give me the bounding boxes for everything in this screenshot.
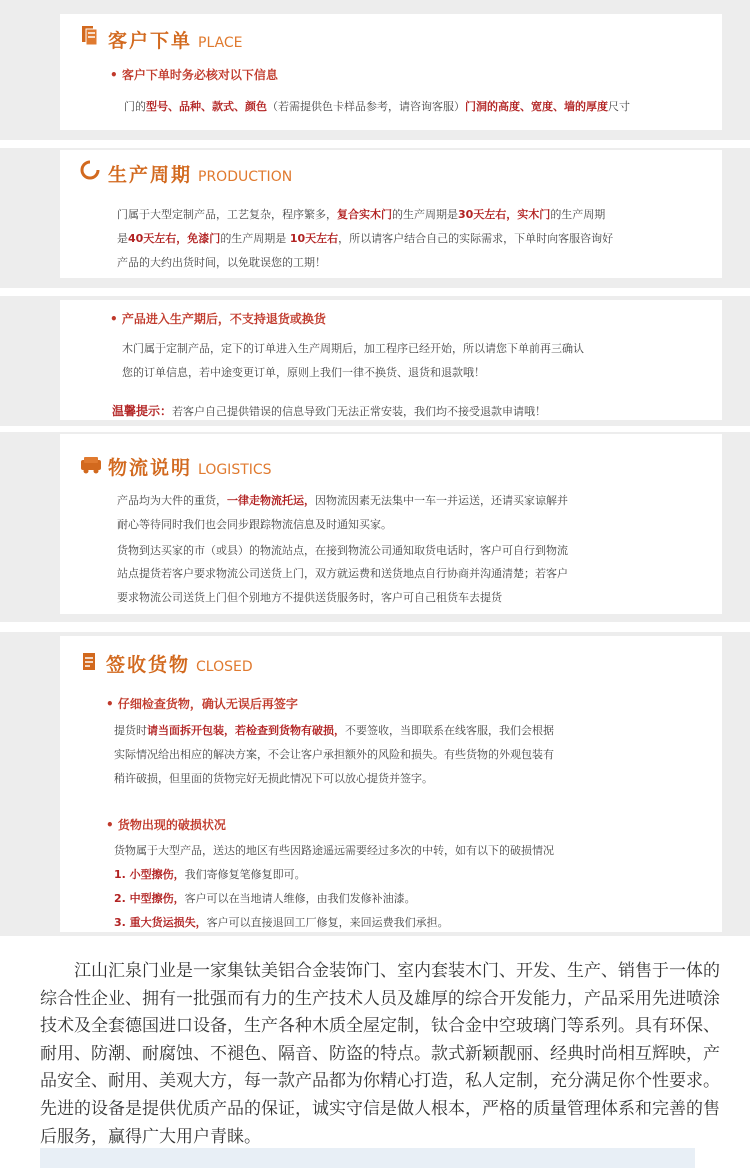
emphasis-span: 一律走物流托运，: [227, 494, 315, 507]
damage-item: [114, 866, 306, 882]
logistics-line-3: 货物到达买家的市（或县）的物流站点，在接到物流公司通知取货电话时，客户可自行到物流: [117, 544, 568, 557]
closed-bullet-2: • 货物出现的破损状况: [106, 818, 226, 832]
logistics-line-1: [117, 492, 568, 508]
closed-b2-line-1: 货物属于大型产品，送达的地区有些因路途遥远需要经过多次的中转，如有以下的破损情况: [114, 844, 554, 857]
title-zh: 生产周期: [108, 164, 193, 186]
emphasis-span: 30天左右，实木门: [458, 208, 551, 221]
title-zh: 签收货物: [106, 654, 191, 676]
text-span: 产品均为大件的重货，: [117, 494, 227, 507]
text-span: 不要签收，当即联系在线客服，我们会根据: [345, 724, 554, 737]
item-label: 2. 中型擦伤，: [114, 892, 185, 905]
section-title-production: [108, 160, 292, 187]
title-en: LOGISTICS: [198, 462, 272, 478]
closed-bullet-1: • 仔细检查货物，确认无误后再签字: [106, 697, 298, 711]
tip-text: 若客户自己提供错误的信息导致门无法正常安装，我们均不接受退款申请哦！: [172, 405, 547, 418]
item-text: 客户可以直接退回工厂修复，来回运费我们承担。: [206, 916, 449, 929]
no-return-bullet: • 产品进入生产期后，不支持退货或换货: [110, 312, 326, 326]
logistics-line-4: 站点提货若客户要求物流公司送货上门，双方就运费和送货地点自行协商并沟通清楚；若客户: [117, 567, 568, 580]
text-span: 是: [117, 232, 128, 245]
tip-label: 温馨提示：: [112, 404, 173, 418]
text-span: 提货时: [114, 724, 147, 737]
place-line-1: [124, 98, 630, 114]
emphasis-span: 请当面拆开包装，若检查到货物有破损，: [147, 724, 345, 737]
text-span: 门的: [124, 100, 146, 113]
text-span: （若需提供色卡样品参考，请咨询客服）: [267, 100, 465, 113]
section-title-place: [108, 26, 243, 53]
closed-b1-line-1: [114, 722, 554, 738]
item-text: 我们寄修复笔修复即可。: [184, 868, 306, 881]
title-en: PRODUCTION: [198, 169, 293, 185]
truck-icon: [80, 455, 100, 475]
section-title-logistics: [108, 453, 272, 480]
production-line-1: [117, 206, 605, 222]
closed-b1-line-2: 实际情况给出相应的解决方案，不会让客户承担额外的风险和损失。有些货物的外观包装有: [114, 748, 554, 761]
title-zh: 客户下单: [108, 30, 193, 52]
title-en: PLACE: [198, 35, 243, 51]
bottom-image-strip: [40, 1148, 695, 1168]
company-paragraph: 江山汇泉门业是一家集钛美铝合金装饰门、室内套装木门、开发、生产、销售于一体的综合性企业、拥有一批强而有力的生产技术人员及雄厚的综合开发能力，产品采用先进喷涂技术及全套德国进口设备，生产各种木质全屋定制，钛合金中空玻璃门等系列。具有环保、耐用、防潮、耐腐蚀、不褪色、隔音、防盗的特点。款式新颖靓丽、经典时尚相互辉映，产品安全、耐用、美观大方，每一款产品都为你精心打造，私人定制，充分满足你个性要求。先进的设备是提供优质产品的保证，诚实守信是做人根本，严格的质量管理体系和完善的售后服务，赢得广大用户青睐。: [40, 961, 720, 1147]
item-text: 客户可以在当地请人维修，由我们发修补油漆。: [184, 892, 416, 905]
production-line-2: [117, 230, 613, 246]
order-icon: [80, 24, 100, 44]
emphasis-span: 10天左右: [289, 232, 339, 245]
logistics-line-2: 耐心等待同时我们也会同步跟踪物流信息及时通知买家。: [117, 518, 392, 531]
item-label: 1. 小型擦伤，: [114, 868, 185, 881]
sign-icon: [80, 652, 100, 672]
emphasis-span: 型号、品种、款式、颜色: [146, 100, 267, 113]
closed-b1-line-3: 稍许破损，但里面的货物完好无损此情况下可以放心提货并签字。: [114, 772, 433, 785]
text-span: 门属于大型定制产品，工艺复杂，程序繁多，: [117, 208, 337, 221]
damage-item: [114, 914, 449, 930]
item-label: 3. 重大货运损失，: [114, 916, 207, 929]
title-en: CLOSED: [196, 659, 253, 675]
text-span: 因物流因素无法集中一车一并运送，还请买家谅解并: [315, 494, 568, 507]
emphasis-span: 门洞的高度、宽度、墙的厚度: [465, 100, 608, 113]
place-bullet: • 客户下单时务必核对以下信息: [110, 68, 278, 82]
text-span: 的生产周期是: [392, 208, 458, 221]
production-line-3: 产品的大约出货时间，以免耽误您的工期！: [117, 256, 326, 269]
section-title-closed: [106, 650, 253, 677]
warm-tip: [112, 402, 546, 419]
title-zh: 物流说明: [108, 457, 193, 479]
no-return-line-1: 木门属于定制产品，定下的订单进入生产周期后，加工程序已经开始，所以请您下单前再三确认: [122, 342, 584, 355]
no-return-line-2: 您的订单信息，若中途变更订单，原则上我们一律不换货、退货和退款哦！: [122, 366, 485, 379]
text-span: ，所以请客户结合自己的实际需求，下单时向客服咨询好: [338, 232, 614, 245]
text-span: 的生产周期是: [220, 232, 290, 245]
damage-item: [114, 890, 416, 906]
text-span: 的生产周期: [550, 208, 606, 221]
text-span: 尺寸: [608, 100, 630, 113]
emphasis-span: 复合实木门: [337, 208, 392, 221]
cycle-icon: [80, 160, 100, 180]
logistics-line-5: 要求物流公司送货上门但个别地方不提供送货服务时，客户可自己租货车去提货: [117, 591, 502, 604]
emphasis-span: 40天左右，免漆门: [128, 232, 221, 245]
